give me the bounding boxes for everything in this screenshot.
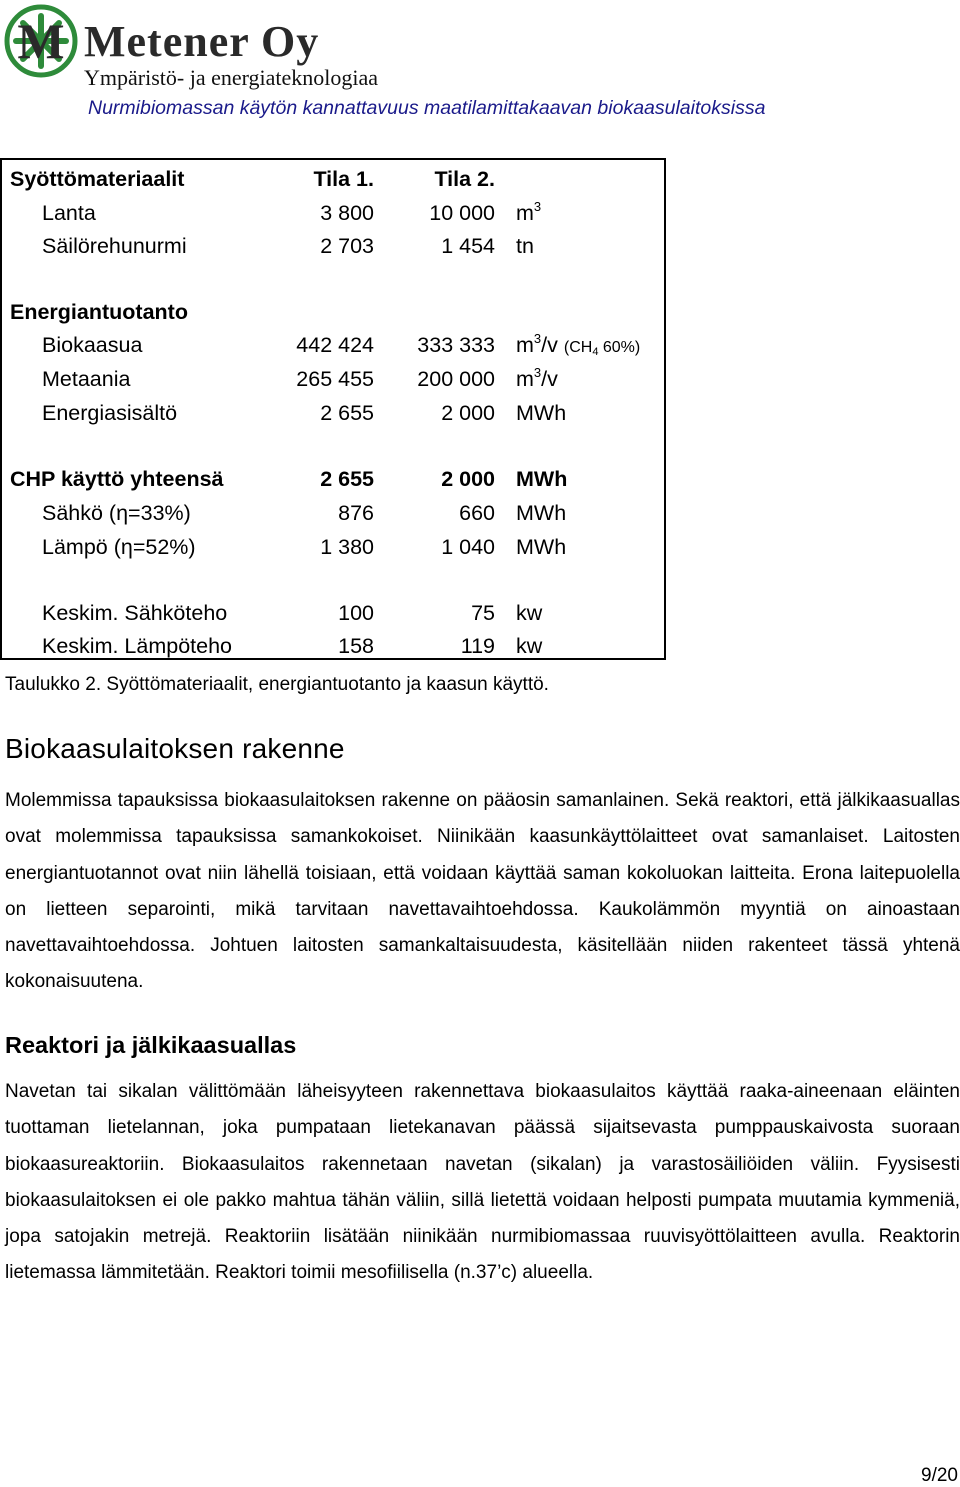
unit-base: m [516,367,534,391]
unit [516,631,542,661]
page-number: 9/20 [921,1465,958,1486]
table-row [2,598,668,628]
unit [516,330,640,363]
value-tila-2: 333 333 [417,333,495,357]
unit-base: MWh [516,467,568,491]
unit [516,364,558,394]
unit-base: tn [516,234,534,258]
note-subscript: 4 [592,346,599,358]
unit-superscript: 3 [533,365,542,380]
data-table [0,158,666,660]
value-tila-2: 10 000 [429,201,495,225]
value-tila-1: 442 424 [296,333,374,357]
unit [516,598,542,628]
table-row [2,398,668,428]
document-title: Nurmibiomassan käytön kannattavuus maatilamittakaavan biokaasulaitoksissa [88,97,766,119]
value-tila-2: 1 040 [441,535,495,559]
logo-tagline: Ympäristö- ja energiateknologiaa [84,65,379,90]
company-logo-icon [4,4,78,78]
row-label: CHP käyttö yhteensä [10,467,224,491]
table-row [2,464,668,494]
value-tila-1: 3 800 [320,201,374,225]
value-tila-1: 100 [338,601,374,625]
unit [516,464,567,494]
unit-base: m [516,201,534,225]
value-tila-2: 1 454 [441,234,495,258]
unit-base: MWh [516,501,567,525]
unit-base: MWh [516,535,567,559]
section-heading-reactor: Reaktori ja jälkikaasuallas [5,1032,297,1058]
unit-base: MWh [516,401,567,425]
section-heading-structure: Biokaasulaitoksen rakenne [5,733,345,764]
table-row [2,231,668,261]
value-tila-2: Tila 2. [434,167,495,191]
value-tila-1: 265 455 [296,367,374,391]
section-body-reactor: Navetan tai sikalan välittömään läheisyyteen rakennettava biokaasulaitos käyttää raaka-aineenaan eläinten tuottaman lietelannan, joka pumpataan lietekanavan päässä sijaitsevasta pumppauskaivosta suoraan biokaasureaktoriin. Biokaasulaitos rakennetaan navetan (sikalan) ja varastosäiliöiden väliin. Fyysisesti biokaasulaitoksen ei ole pakko mahtua tähän väliin, sillä lietettä voidaan helposti pumpata muutamia kymmeniä, jopa satojakin metrejä. Reaktoriin lisätään niinikään nurmibiomassaa ruuvisyöttölaitteen avulla. Reaktorin lietemassa lämmitetään. Reaktori toimii mesofiilisella (n.37’c) alueella. [5,1081,960,1284]
value-tila-1: 2 703 [320,234,374,258]
logo-company-name: Metener Oy [84,17,320,66]
unit-base: kw [516,601,543,625]
unit [516,532,566,562]
table-row [2,297,668,327]
unit-base: m [516,333,534,357]
row-label: Lämpö (η=52%) [42,535,196,559]
value-tila-2: 2 000 [441,467,495,491]
row-label: Syöttömateriaalit [10,167,185,191]
row-label: Keskim. Lämpöteho [42,634,233,658]
value-tila-1: 2 655 [320,467,374,491]
value-tila-1: 2 655 [320,401,374,425]
note-suffix: 60%) [598,339,641,356]
unit-superscript: 3 [533,331,542,346]
row-label: Metaania [42,367,131,391]
row-label: Sähkö (η=33%) [42,501,191,525]
table-row [2,198,668,228]
value-tila-1: 1 380 [320,535,374,559]
unit [516,198,541,228]
value-tila-1: 876 [338,501,374,525]
table-caption: Taulukko 2. Syöttömateriaalit, energiantuotanto ja kaasun käyttö. [5,674,549,695]
unit [516,498,566,528]
value-tila-2: 119 [460,634,495,658]
value-tila-1: 158 [338,634,374,658]
value-tila-2: 660 [459,501,495,525]
svg-text:M: M [17,13,65,69]
unit [516,231,534,261]
value-tila-2: 2 000 [441,401,495,425]
table-row [2,330,668,360]
table-row [2,631,668,661]
unit-superscript: 3 [533,199,542,214]
table-row [2,364,668,394]
table-row [2,498,668,528]
section-body-structure: Molemmissa tapauksissa biokaasulaitoksen rakenne on pääosin samanlainen. Sekä reaktori, että jälkikaasuallas ovat molemmissa tapauksissa samankokoiset. Niinikään kaasunkäyttölaitteet ovat samanlaiset. Laitosten energiantuotannot ovat niin lähellä toisiaan, että voidaan käyttää saman kokoluokan laitteita. Erona laitepuolella on lietteen separointi, mikä tarvitaan navettavaihtoehdossa. Kaukolämmön myyntiä on ainoastaan navettavaihtoehdossa. Johtuen laitosten samankaltaisuudesta, käsitellään niiden rakenteet tässä yhtenä kokonaisuutena. [5,790,960,993]
row-label: Energiasisältö [42,401,178,425]
unit-suffix: /v [541,367,558,391]
unit [516,398,566,428]
value-tila-2: 75 [471,601,495,625]
table-row [2,532,668,562]
unit-suffix: /v [541,333,558,357]
row-label: Keskim. Sähköteho [42,601,228,625]
row-label: Energiantuotanto [10,300,188,324]
row-label: Lanta [42,201,96,225]
value-tila-2: 200 000 [417,367,495,391]
value-tila-1: Tila 1. [313,167,374,191]
row-label: Biokaasua [42,333,143,357]
table-row [2,164,668,194]
row-label: Säilörehunurmi [42,234,187,258]
unit-note [564,339,640,356]
note-text: (CH [563,339,593,356]
unit-base: kw [516,634,543,658]
